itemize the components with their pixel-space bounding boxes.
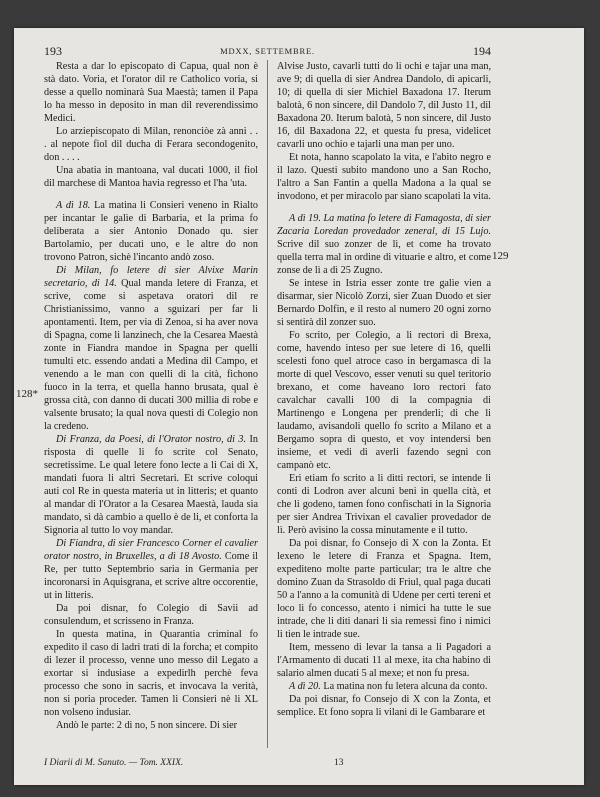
paragraph: Et nota, hanno scapolato la vita, e l'abito negro e il lazo. Questi subito mandono uno a San Rocho, l'altro a San Fantin a quella Madona a la qual se invodono, et per miracolo par siano scapolati la vita.: [277, 152, 491, 202]
left-column: [44, 60, 258, 732]
entry-dated: A dì 20. La matina non fu letera alcuna da conto.: [289, 681, 488, 692]
paragraph: Una abatia in mantoana, val ducati 1000, il fiol dil marchese di Mantoa havia regresso et l'ha 'uta.: [44, 165, 258, 189]
entry-letter: Di Milan, fo letere di sier Alvixe Marin secretario, di 14. Qual manda letere di Franza, et scrive, come si aspetava oratori dil re Christianissimo, vanno a sguizari per far li apontamenti. Item, per via di Zenoa, si ha aver nova di Spagna, come li lanzinech, che la Cesarea Maestà zonte in Fiandra mandoe in Spagna per quelli tumulti etc. essendo andati a Medina dil Campo, et venendo a le man con quelli di la cità, fichono fuoco in la terra, et quella hanno brusata, qual è grossa cità, con danno di ducati 300 millia di robe e valsente brusato; la qual nova questi di Colegio non la credeno.: [44, 265, 258, 432]
signature-mark: 13: [334, 758, 344, 768]
page-number-left: 193: [44, 44, 62, 58]
paragraph: Da poi disnar, fo Colegio di Savii ad consulendum, et scrisseno in Franza.: [44, 603, 258, 627]
paragraph: In questa matina, in Quarantia criminal fo expedito il caso di ladri trati di la forcha; et compito di lezer il processo, venne uno messo dil Legato a exortar si indusiase a expedirlh perchè feva processo che sono in sacris, et invocava la verità, non si poria proceder. Tamen li Consieri nè li XL non volseno indusiar.: [44, 629, 258, 718]
letter-heading: La matina fo letere di Famagosta, di sier Zacaria Loredan provedador zeneral, di 15 Lujo.: [277, 213, 492, 237]
paragraph: Se intese in Istria esser zonte tre galìe vien a disarmar, sier Nicolò Zorzi, sier Zuan Duodo et sier Bernardo Dolfin, e il resto al numero 20 ogni zorno si sentirà dil zonzer suo.: [277, 278, 491, 328]
paragraph: Lo arziepiscopato di Milan, renonciòe zà anni . . . al nepote fiol dil ducha di Ferara secondogenito, don . . . .: [44, 126, 258, 163]
entry-dated: A dì 19. La matina fo letere di Famagosta, di sier Zacaria Loredan provedador zeneral, di 15 Lujo. Scrive dil suo zonzer de lì, et come ha trovato quella terra mal in ordine di vituarie e altro, et come zonse de lì a dì 25 Zugno.: [277, 213, 492, 276]
paragraph: Resta a dar lo episcopato di Capua, qual non è stà dato. Voria, et l'orator dil re Catholico voria, si desse a quello nominarà Sua Maestà; tamen il Papa lo ha messo in deposito in man dil reverendissimo Medici.: [44, 61, 258, 124]
running-title: MDXX, SETTEMBRE.: [220, 46, 315, 56]
page-number-right: 194: [473, 44, 491, 58]
entry-date: A dì 19.: [289, 213, 321, 224]
margin-number-right: 129: [492, 250, 509, 262]
margin-number-left: 128*: [16, 388, 38, 400]
page-header: [44, 44, 491, 60]
paragraph: Da poi disnar, fo Consejo di X con la Zonta, et semplice. Et fono sopra li vilani di le Gambarare et: [277, 694, 491, 718]
book-page: [14, 28, 584, 785]
paragraph: Andò le parte: 2 di no, 5 non sincere. Di sier: [56, 720, 238, 731]
paragraph: Fo scrito, per Colegio, a li rectori di Brexa, come, havendo inteso per sue letere di 16, quelli scelesti fono quel atroce caso in bergamasca di la morte di quel Vescovo, esser venuti su quel teritorio brexano, et come haveano loro rectori fato cavalchar cavalli 100 di la compagnia di Martinengo e Longena per prenderli; di che li laudamo, avisandoli quello fo scrito a Milano et a Bergamo sopra di questo, et voy intendersi ben insieme, et vedi di averli fazendo segni con campanò etc.: [277, 330, 491, 471]
entry-dated: A dì 18. La matina li Consieri veneno in Rialto per incantar le galìe di Barbaria, et la prima fo deliberata a sier Antonio Donado qu. sier Bartolamio, per ducati uno, e le altre do non trovono Patron, sichè l'incanto andò zoso.: [44, 200, 258, 263]
footer-citation: I Diarii di M. Sanuto. — Tom. XXIX.: [44, 758, 184, 768]
paragraph: Item, messeno di levar la tansa a li Pagadori a l'Armamento di ducati 11 al mexe, ita cha habino di salario almen ducati 5 al mexe; et non fu presa.: [277, 642, 491, 679]
letter-heading: Di Franza, da Poesi, di l'Orator nostro, di 3.: [56, 434, 247, 445]
entry-letter: Di Fiandra, di sier Francesco Corner el cavalier orator nostro, in Bruxelles, a dì 18 Avosto. Come il Re, per tutto Septembrio saria in Germania per incoronarsi in Aquisgrana, et scrive altre occorentie, ut in litteris.: [44, 538, 259, 601]
entry-date: A dì 20.: [289, 681, 321, 692]
letter-heading: Di Fiandra, di sier Francesco Corner el cavalier orator nostro, in Bruxelles, a dì 18 Avosto.: [44, 538, 258, 562]
page-footer: [44, 758, 491, 772]
paragraph: Alvise Justo, cavarli tutti do li ochi e tajar una man, ave 9; di quella di sier Andrea Dandolo, di apicarli, 10; di quella di sier Michiel Baxadona 17. Iterum balotà, 6 non sincere, dil Dandolo 7, dil Justo 11, dil Baxadona 20. Iterum balotà, 5 non sincere, dil Justo 16, dil Baxadona 22, et questa fu presa, videlicet cavarli uno ochio e tajarli una man per uno.: [277, 61, 491, 150]
paragraph: Eri etiam fo scrito a li ditti rectori, se intende li conti di Lodron aver alcuni beni in quella cità, et che li godeno, tamen fono confischati in la Signoria per sier Andrea Trivixan el cavalier provedador de lì. Però avisino la cossa minutamente e il tutto.: [277, 473, 491, 536]
paragraph: Da poi disnar, fo Consejo di X con la Zonta. Et lexeno le letere di Franza et Spagna. Item, expediteno molte parte particular; tra le altre che domino Zuan da Strasoldo di Friul, qual paga ducati 50 a l'anno a la comunità di Udene per certi tereni et loco li fo concesso, atento i nimici ha tutte le sue intrade, che li diti danari li sia remessi fino i nimici li tien le intrade sue.: [277, 538, 491, 640]
right-column: [277, 60, 491, 719]
column-divider: [267, 60, 268, 748]
letter-heading: Di Milan, fo letere di sier Alvixe Marin secretario, di 14.: [44, 265, 258, 289]
entry-letter: Di Franza, da Poesi, di l'Orator nostro, di 3. In risposta di quelle li fo scrite col Senato, secretissime. Le qual letere fono lecte a li Cai di X, mandati fuora li altri Secretari. Et scrive coloqui auti col Re in questa materia ut in litteris; et quanto al mandar di l'Orator a la Cesarea Maestà, lauda sia mandato, sì dà cambio a quello è de li, et conforta la Signoria al tutto lo voy mandar.: [44, 434, 259, 536]
entry-date: A dì 18.: [56, 200, 91, 211]
